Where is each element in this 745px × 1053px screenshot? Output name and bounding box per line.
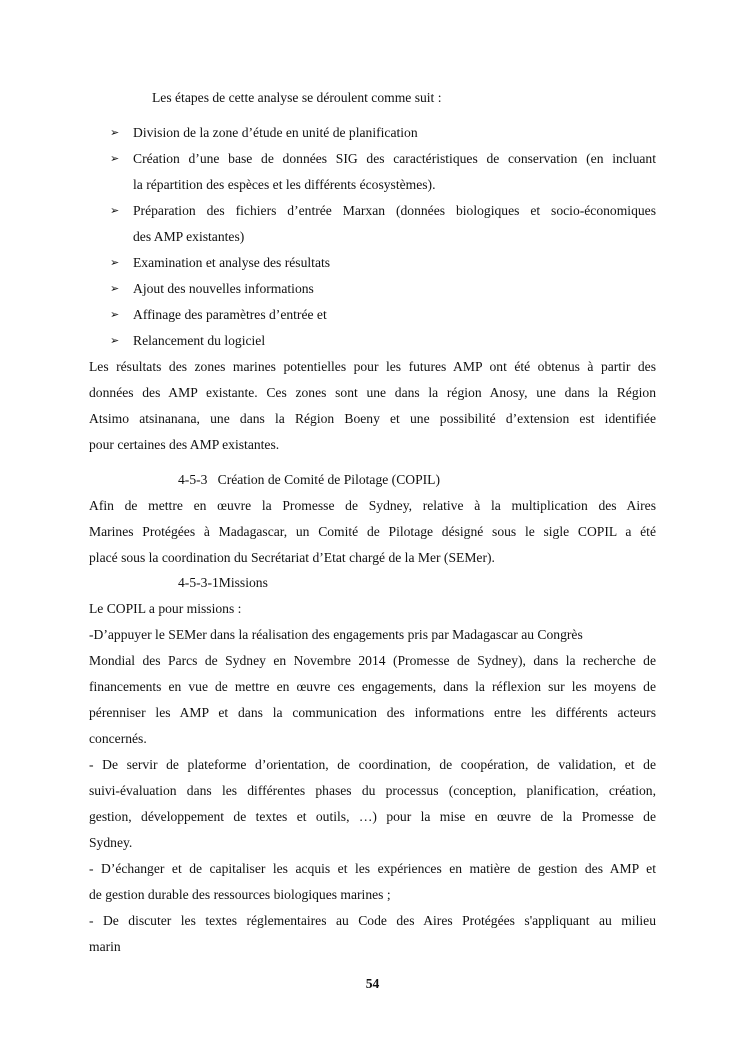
paragraph-line: données des AMP existante. Ces zones sont une dans la région Anosy, une dans la Région [89, 385, 656, 400]
list-item-text: Préparation des fichiers d’entrée Marxan (données biologiques et socio-économiques [133, 203, 656, 218]
paragraph-line: pour certaines des AMP existantes. [89, 437, 280, 452]
paragraph-line: gestion, développement de textes et outils, …) pour la mise en œuvre de la Promesse de [89, 809, 656, 824]
paragraph-line: -D’appuyer le SEMer dans la réalisation des engagements pris par Madagascar au Congrès [89, 627, 583, 642]
paragraph-line: - D’échanger et de capitaliser les acquis et les expériences en matière de gestion des AMP et [89, 861, 656, 876]
paragraph-line: Sydney. [89, 835, 133, 850]
list-item-text: Création d’une base de données SIG des caractéristiques de conservation (en incluant [133, 151, 656, 166]
paragraph-line: de gestion durable des ressources biologiques marines ; [89, 887, 391, 902]
paragraph-line: concernés. [89, 731, 147, 746]
list-item-text: Relancement du logiciel [133, 333, 266, 348]
list-item-text: des AMP existantes) [133, 229, 245, 244]
paragraph-line: - De servir de plateforme d’orientation, de coordination, de coopération, de validation, et de [89, 757, 656, 772]
list-item-text: Ajout des nouvelles informations [133, 281, 314, 296]
paragraph-line: Marines Protégées à Madagascar, un Comité de Pilotage désigné sous le sigle COPIL a été [89, 524, 656, 539]
list-item-text: la répartition des espèces et les différents écosystèmes). [133, 177, 436, 192]
list-item-text: Examination et analyse des résultats [133, 255, 331, 270]
paragraph-line: Afin de mettre en œuvre la Promesse de Sydney, relative à la multiplication des Aires [89, 498, 656, 513]
section-title: 4-5-3 Création de Comité de Pilotage (COPIL) [178, 472, 441, 487]
arrow-bullet-icon: ➢ [110, 152, 120, 165]
paragraph-line: pérenniser les AMP et dans la communication des informations entre les différents acteurs [89, 705, 656, 720]
arrow-bullet-icon: ➢ [110, 308, 120, 321]
paragraph-line: Atsimo atsinanana, une dans la Région Boeny et une possibilité d’extension est identifiée [89, 411, 656, 426]
arrow-bullet-icon: ➢ [110, 256, 120, 269]
paragraph-line: Mondial des Parcs de Sydney en Novembre 2014 (Promesse de Sydney), dans la recherche de [89, 653, 656, 668]
paragraph-line: placé sous la coordination du Secrétariat d’Etat chargé de la Mer (SEMer). [89, 550, 495, 565]
paragraph-line: marin [89, 939, 121, 954]
list-item-text: Division de la zone d’étude en unité de planification [133, 125, 418, 140]
page-number: 54 [365, 976, 380, 991]
arrow-bullet-icon: ➢ [110, 282, 120, 295]
arrow-bullet-icon: ➢ [110, 126, 120, 139]
paragraph-line: suivi-évaluation dans les différentes phases du processus (conception, planification, création, [89, 783, 656, 798]
subsection-title: 4-5-3-1Missions [178, 575, 268, 590]
paragraph-line: Les résultats des zones marines potentielles pour les futures AMP ont été obtenus à partir des [89, 359, 656, 374]
paragraph-line: financements en vue de mettre en œuvre ces engagements, dans la réflexion sur les moyens de [89, 679, 656, 694]
arrow-bullet-icon: ➢ [110, 334, 120, 347]
paragraph-line: - De discuter les textes réglementaires au Code des Aires Protégées s'appliquant au milieu [89, 913, 656, 928]
list-item-text: Affinage des paramètres d’entrée et [133, 307, 327, 322]
missions-intro: Le COPIL a pour missions : [89, 601, 242, 616]
arrow-bullet-icon: ➢ [110, 204, 120, 217]
intro-text: Les étapes de cette analyse se déroulent comme suit : [152, 90, 442, 105]
